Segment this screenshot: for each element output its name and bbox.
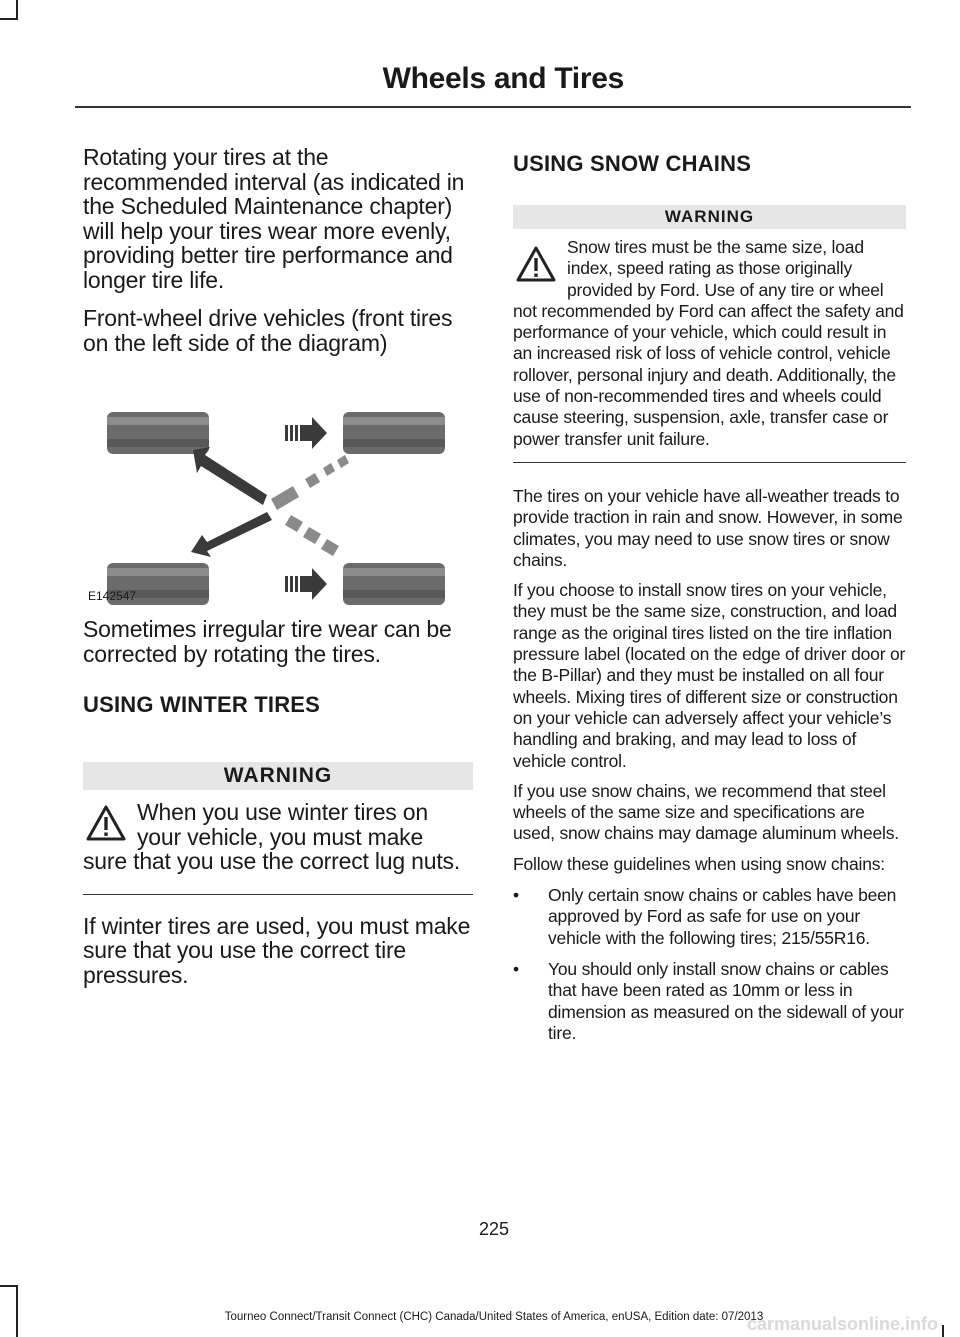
left-column xyxy=(83,145,473,1001)
left-paragraph-4: If winter tires are used, you must make sure that you use the correct tire pressures. xyxy=(83,912,471,988)
tire-rotation-diagram xyxy=(83,367,473,607)
bullet-glyph: • xyxy=(513,885,519,906)
warning-block-winter xyxy=(83,800,473,874)
page-number: 225 xyxy=(478,1219,510,1239)
list-item-text: Only certain snow chains or cables have been approved by Ford as safe for use on your vehicle with the following tires; 215/55R16. xyxy=(548,885,897,948)
right-paragraph-2: If you choose to install snow tires on your vehicle, they must be the same size, construction, and load range as the original tires listed on the tire inflation pressure label (located on the edge of driver door or the B-Pillar) and they must be installed on all four wheels. Mixing tires of different size or construction on your vehicle can adversely affect your vehicle’s handling and braking, and may lead to loss of vehicle control. xyxy=(513,580,906,771)
left-paragraph-2: Front-wheel drive vehicles (front tires on the left side of the diagram) xyxy=(83,305,453,356)
list-item xyxy=(513,959,906,1044)
arrow-bottom-right xyxy=(285,568,327,600)
watermark: carmanualsonline.info xyxy=(746,1314,938,1334)
crop-mark-tl-h xyxy=(0,18,18,20)
warning-bar-snow: WARNING xyxy=(513,205,906,229)
snow-chain-guidelines xyxy=(513,885,906,1044)
heading-snow-chains: USING SNOW CHAINS xyxy=(513,151,752,176)
left-paragraph-3: Sometimes irregular tire wear can be corrected by rotating the tires. xyxy=(83,616,452,667)
left-paragraph-1: Rotating your tires at the recommended interval (as indicated in the Scheduled Maintenance chapter) will help your tires wear more evenly, providing better tire performance and longer tire life. xyxy=(83,144,465,293)
right-paragraph-3: If you use snow chains, we recommend that steel wheels of the same size and specifications are used, snow chains may damage aluminum wheels. xyxy=(513,780,899,844)
right-column xyxy=(513,145,906,1054)
tire-front-left xyxy=(107,412,209,454)
arrow-diagonal-up-left xyxy=(193,447,267,505)
dashed-diagonal-lower xyxy=(285,515,339,556)
figure-id: E142547 xyxy=(88,589,137,603)
tire-rotation-svg xyxy=(83,367,473,607)
tire-rear-left xyxy=(343,412,445,454)
warning-rule-winter xyxy=(83,894,473,895)
crop-mark-bl-h xyxy=(0,1285,18,1287)
warning-text-winter: When you use winter tires on your vehicle, you must make sure that you use the correct lug nuts. xyxy=(83,799,461,874)
crop-mark-br-v xyxy=(942,1325,944,1337)
warning-block-snow xyxy=(513,237,906,450)
warning-rule-snow xyxy=(513,462,906,463)
right-paragraph-1: The tires on your vehicle have all-weather treads to provide traction in rain and snow. However, in some climates, you may need to use snow tires or snow chains. xyxy=(513,485,903,570)
crop-mark-tl-v xyxy=(16,0,18,20)
list-item-text: You should only install snow chains or cables that have been rated as 10mm or less in dimension as measured on the sidewall of your tire. xyxy=(548,958,904,1043)
warning-triangle-icon xyxy=(515,245,557,283)
dashed-diagonal-upper xyxy=(271,455,349,510)
arrow-diagonal-down-left xyxy=(191,512,272,557)
heading-winter-tires: USING WINTER TIRES xyxy=(83,692,321,717)
bullet-glyph: • xyxy=(513,958,519,979)
arrow-top-right xyxy=(285,417,327,449)
warning-triangle-icon xyxy=(85,804,127,842)
page-title: Wheels and Tires xyxy=(382,62,624,95)
header-rule xyxy=(75,106,911,108)
list-item xyxy=(513,885,906,949)
footer-edition: Tourneo Connect/Transit Connect (CHC) Canada/United States of America, enUSA, Edition date: 07/2013 xyxy=(224,1311,764,1323)
right-paragraph-4: Follow these guidelines when using snow chains: xyxy=(513,853,885,874)
tire-rear-right xyxy=(343,563,445,605)
warning-text-snow: Snow tires must be the same size, load index, speed rating as those originally provided by Ford. Use of any tire or wheel not recommended by Ford can affect the safety and performance of your vehicle, which could result in an increased risk of loss of vehicle control, vehicle rollover, personal injury and death. Additionally, the use of non-recommended tires and wheels could cause steering, suspension, axle, transfer case or power transfer unit failure. xyxy=(513,237,904,449)
warning-bar-winter: WARNING xyxy=(83,762,473,790)
